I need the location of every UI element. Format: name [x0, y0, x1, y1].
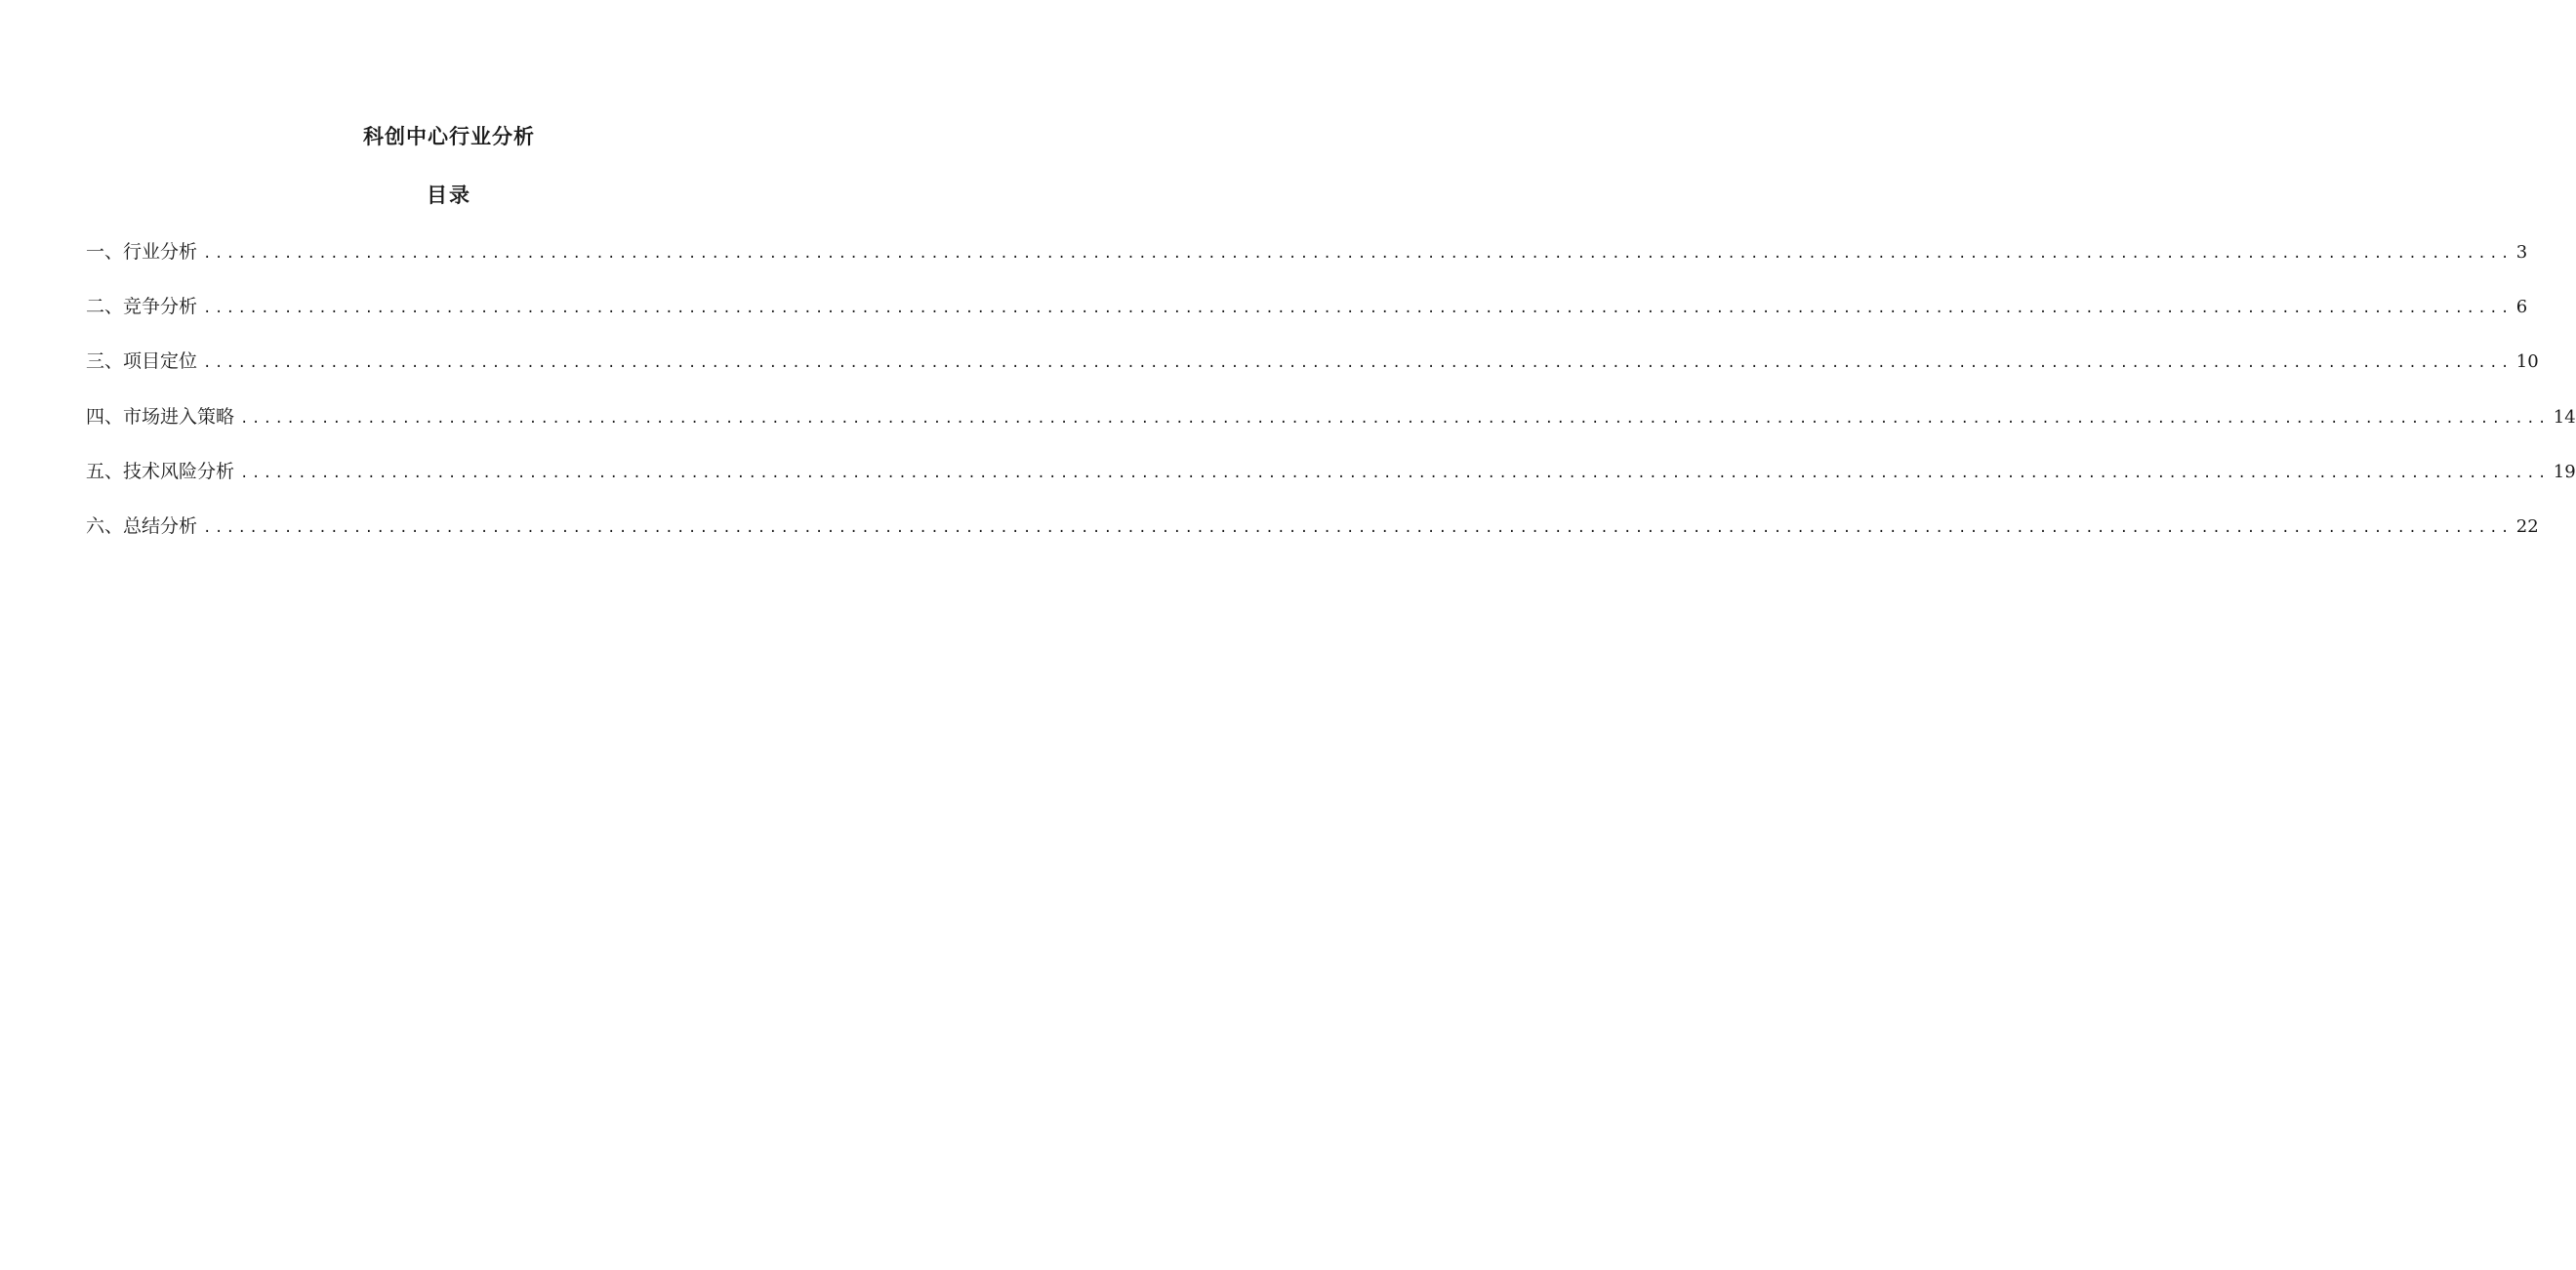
toc-entry-label: 五、技术风险分析: [86, 460, 235, 482]
toc-entry-label: 二、竞争分析: [86, 296, 198, 318]
toc-entry-market-entry-strategy[interactable]: [86, 402, 2576, 457]
toc-dot-leader: ........................................................................................................................................................................................................: [240, 410, 2550, 427]
toc-entry-page-number: 3: [2515, 242, 2528, 263]
toc-entry-project-positioning[interactable]: [86, 347, 2539, 401]
toc-entry-competition-analysis[interactable]: [86, 292, 2528, 347]
toc-entry-page-number: 6: [2515, 297, 2528, 318]
toc-dot-leader: ........................................................................................................................................................................................................: [203, 301, 2513, 317]
toc-dot-leader: ........................................................................................................................................................................................................: [203, 246, 2513, 262]
toc-entry-technical-risk-analysis[interactable]: [86, 457, 2576, 512]
toc-entry-label: 六、总结分析: [86, 514, 198, 537]
toc-dot-leader: ........................................................................................................................................................................................................: [203, 355, 2513, 372]
toc-entry-label: 一、行业分析: [86, 241, 198, 263]
toc-entry-label: 三、项目定位: [86, 350, 198, 373]
table-of-contents: [86, 237, 2576, 566]
toc-entry-industry-analysis[interactable]: [86, 237, 2528, 292]
toc-entry-summary-analysis[interactable]: [86, 512, 2539, 566]
toc-dot-leader: ........................................................................................................................................................................................................: [240, 465, 2550, 481]
toc-entry-label: 四、市场进入策略: [86, 405, 235, 428]
toc-dot-leader: ........................................................................................................................................................................................................: [203, 519, 2513, 536]
toc-entry-page-number: 19: [2553, 461, 2576, 482]
toc-heading: 目录: [427, 184, 471, 207]
toc-entry-page-number: 22: [2515, 515, 2539, 537]
toc-entry-page-number: 14: [2553, 406, 2576, 428]
toc-entry-page-number: 10: [2515, 351, 2539, 373]
document-title: 科创中心行业分析: [363, 125, 535, 148]
